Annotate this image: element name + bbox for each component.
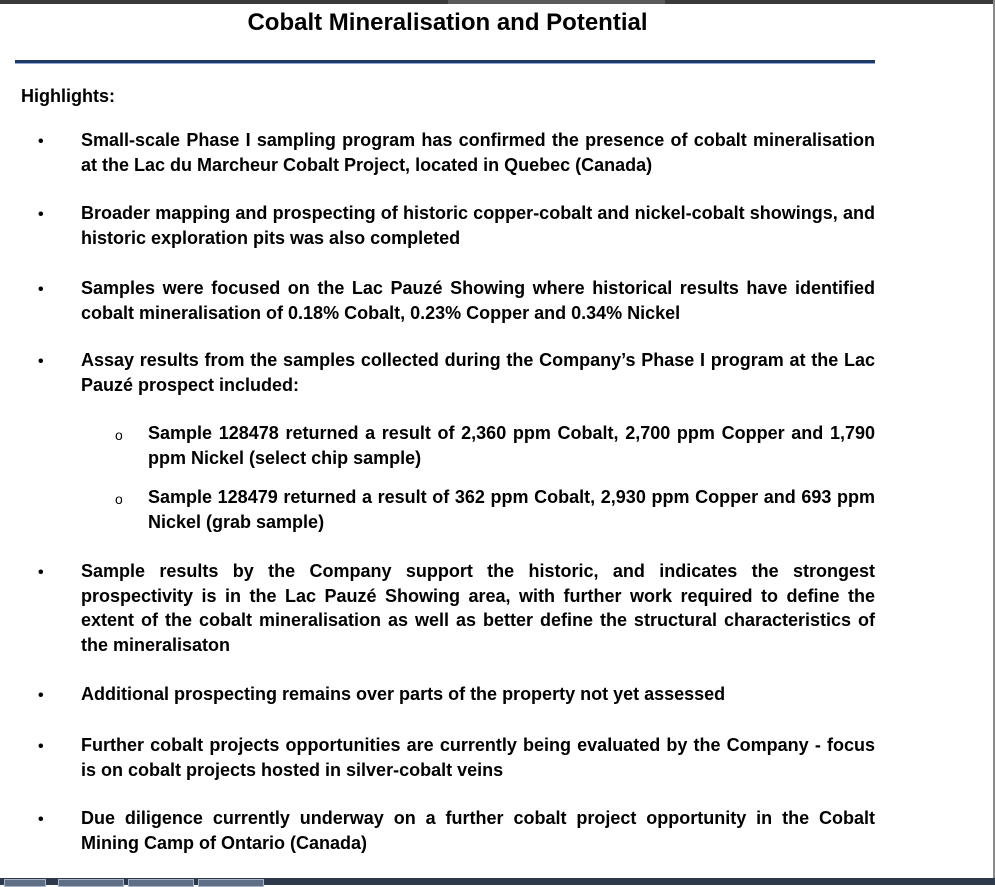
bullet-marker: • — [38, 281, 44, 298]
bullet-marker: • — [38, 133, 44, 150]
highlight-item: Samples were focused on the Lac Pauzé Showing where historical results have identified cobalt mineralisation of 0.18% Cobalt, 0.23% Copper and 0.34% Nickel — [81, 278, 875, 323]
bullet-marker: • — [38, 687, 44, 704]
taskbar-button[interactable] — [128, 879, 194, 887]
highlight-item: Assay results from the samples collected during the Company’s Phase I program at the Lac Pauzé prospect included: — [81, 350, 875, 395]
bullet-marker: • — [38, 564, 44, 581]
top-strip-segment — [448, 0, 665, 4]
bullet-marker: • — [38, 811, 44, 828]
title-divider — [15, 60, 875, 63]
sub-highlight-item: Sample 128479 returned a result of 362 ppm Cobalt, 2,930 ppm Copper and 693 ppm Nickel (grab sample) — [148, 487, 875, 532]
taskbar — [0, 878, 995, 885]
taskbar-button[interactable] — [58, 879, 124, 887]
highlight-item: Broader mapping and prospecting of historic copper-cobalt and nickel-cobalt showings, and historic exploration pits was also completed — [81, 203, 875, 248]
sub-bullet-marker: o — [115, 427, 123, 443]
highlight-item: Due diligence currently underway on a further cobalt project opportunity in the Cobalt Mining Camp of Ontario (Canada) — [81, 808, 875, 853]
highlight-item: Additional prospecting remains over parts of the property not yet assessed — [81, 684, 726, 704]
sub-highlight-item: Sample 128478 returned a result of 2,360 ppm Cobalt, 2,700 ppm Copper and 1,790 ppm Nickel (select chip sample) — [148, 423, 875, 468]
page-title: Cobalt Mineralisation and Potential — [247, 9, 648, 36]
bullet-marker: • — [38, 206, 44, 223]
bullet-marker: • — [38, 353, 44, 370]
sub-bullet-marker: o — [115, 491, 123, 507]
highlight-item: Small-scale Phase I sampling program has confirmed the presence of cobalt mineralisation at the Lac du Marcheur Cobalt Project, located in Quebec (Canada) — [81, 130, 875, 175]
window-top-strip — [0, 0, 995, 4]
taskbar-button[interactable] — [198, 879, 264, 887]
bullet-marker: • — [38, 738, 44, 755]
highlights-heading: Highlights: — [21, 86, 115, 106]
highlight-item: Further cobalt projects opportunities are currently being evaluated by the Company - focus is on cobalt projects hosted in silver-cobalt veins — [81, 735, 875, 780]
taskbar-button[interactable] — [4, 879, 46, 887]
highlight-item: Sample results by the Company support the historic, and indicates the strongest prospectivity is in the Lac Pauzé Showing area, with further work required to define the extent of the cobalt mineralisation as well as better define the structural characteristics of the mineralisaton — [81, 561, 875, 655]
